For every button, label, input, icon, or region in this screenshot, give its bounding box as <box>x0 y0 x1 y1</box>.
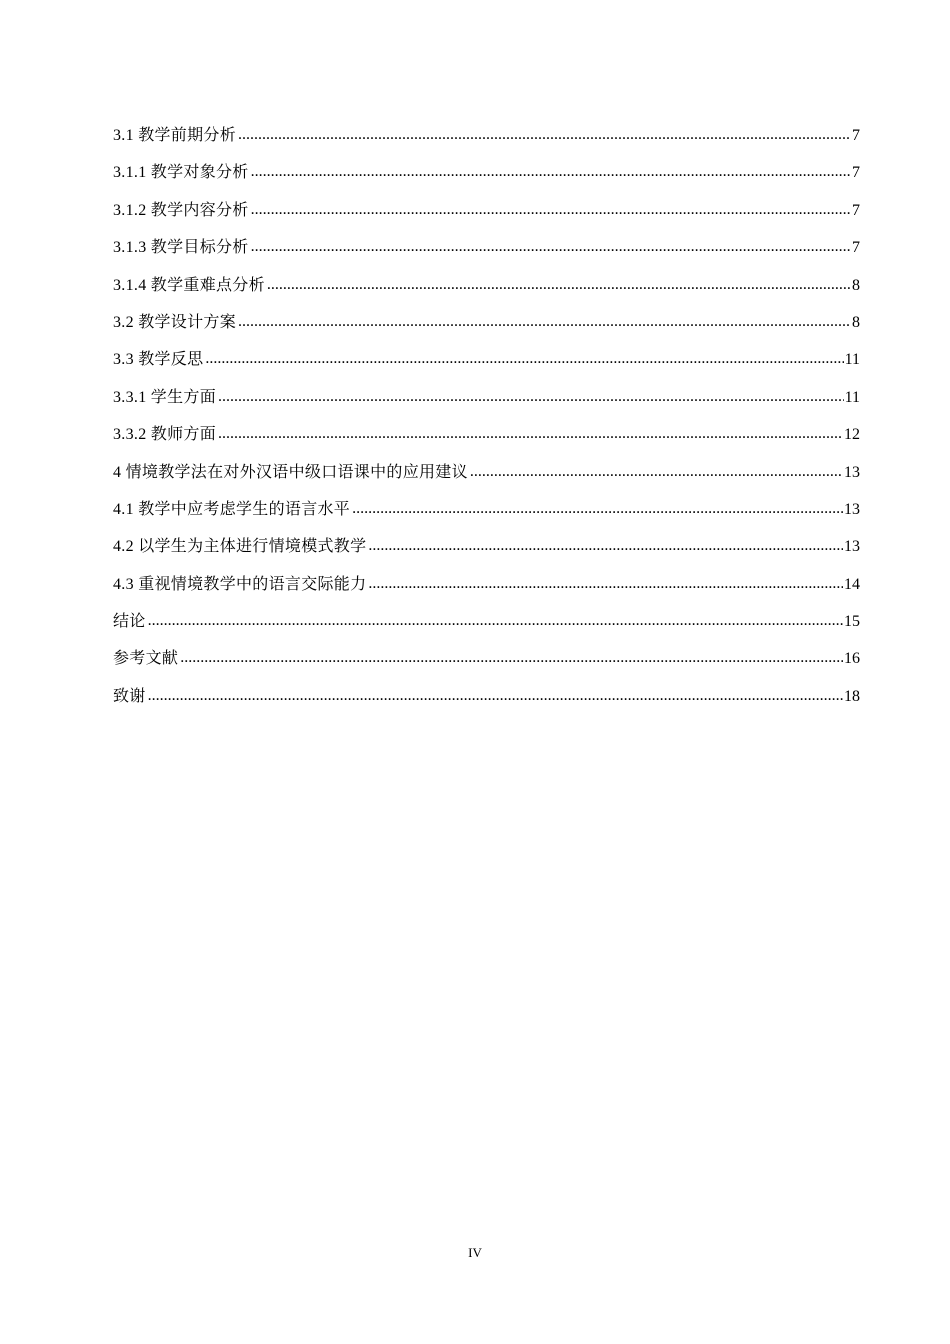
toc-entry[interactable] <box>113 528 860 565</box>
toc-entry[interactable] <box>113 416 860 453</box>
toc-entry-page: 13 <box>844 500 860 518</box>
toc-entry-title: 4 情境教学法在对外汉语中级口语课中的应用建议 <box>113 463 468 481</box>
toc-entry-title: 结论 <box>113 613 146 631</box>
toc-dot-leader <box>368 565 843 602</box>
toc-entry-title: 参考文献 <box>113 650 179 668</box>
toc-entry-page: 7 <box>852 127 860 144</box>
toc-dot-leader <box>251 228 851 265</box>
toc-entry[interactable] <box>113 154 860 191</box>
toc-entry[interactable] <box>113 267 860 304</box>
toc-dot-leader <box>267 266 851 303</box>
toc-dot-leader <box>470 453 843 490</box>
toc-entry-page: 11 <box>844 388 860 406</box>
toc-entry-page: 7 <box>852 164 860 182</box>
toc-entry-title: 3.3.1 学生方面 <box>113 388 216 406</box>
toc-entry[interactable] <box>113 192 860 229</box>
toc-entry-page: 11 <box>844 351 860 369</box>
toc-entry-title: 3.1.1 教学对象分析 <box>113 164 249 182</box>
toc-dot-leader <box>180 639 843 676</box>
toc-entry-title: 4.1 教学中应考虑学生的语言水平 <box>113 500 351 518</box>
toc-entry-title: 致谢 <box>113 687 146 705</box>
toc-entry[interactable] <box>113 304 860 341</box>
toc-entry[interactable] <box>113 229 860 266</box>
toc-dot-leader <box>218 378 844 415</box>
toc-entry[interactable] <box>113 341 860 378</box>
toc-entry-page: 14 <box>844 575 860 593</box>
toc-entry-title: 3.1.4 教学重难点分析 <box>113 276 265 294</box>
toc-entry[interactable] <box>113 379 860 416</box>
toc-entry-title: 3.1.2 教学内容分析 <box>113 201 249 219</box>
toc-entry-page: 8 <box>852 276 860 294</box>
toc-dot-leader <box>205 340 843 377</box>
toc-dot-leader <box>148 602 843 639</box>
toc-entry-page: 12 <box>844 426 860 444</box>
toc-entry[interactable] <box>113 640 860 677</box>
page-number-footer: IV <box>468 1245 482 1260</box>
toc-dot-leader <box>238 303 851 340</box>
toc-entry-page: 16 <box>844 650 860 668</box>
toc-entry[interactable] <box>113 491 860 528</box>
toc-entry-page: 7 <box>852 239 860 257</box>
toc-dot-leader <box>251 153 851 190</box>
toc-entry-page: 8 <box>852 313 860 331</box>
toc-entry-title: 3.3.2 教师方面 <box>113 426 216 444</box>
toc-entry-page: 7 <box>852 201 860 219</box>
toc-entry-title: 3.1 教学前期分析 <box>113 127 237 144</box>
toc-entry-page: 15 <box>844 613 860 631</box>
toc-entry[interactable] <box>113 678 860 715</box>
toc-dot-leader <box>251 191 851 228</box>
toc-dot-leader <box>368 527 843 564</box>
toc-dot-leader <box>218 415 843 452</box>
toc-entry-page: 18 <box>844 687 860 705</box>
toc-entry[interactable] <box>113 603 860 640</box>
toc-entry-title: 4.3 重视情境教学中的语言交际能力 <box>113 575 367 593</box>
toc-entry[interactable] <box>113 566 860 603</box>
toc-entry-title: 3.3 教学反思 <box>113 351 204 369</box>
toc-entry-title: 3.2 教学设计方案 <box>113 313 237 331</box>
toc-dot-leader <box>238 116 851 153</box>
table-of-contents <box>113 117 860 715</box>
toc-dot-leader <box>148 677 843 714</box>
toc-entry-title: 4.2 以学生为主体进行情境模式教学 <box>113 538 367 556</box>
toc-entry-title: 3.1.3 教学目标分析 <box>113 239 249 257</box>
toc-entry[interactable] <box>113 454 860 491</box>
toc-entry[interactable] <box>113 117 860 154</box>
toc-entry-page: 13 <box>844 538 860 556</box>
toc-entry-page: 13 <box>844 463 860 481</box>
toc-dot-leader <box>352 490 843 527</box>
